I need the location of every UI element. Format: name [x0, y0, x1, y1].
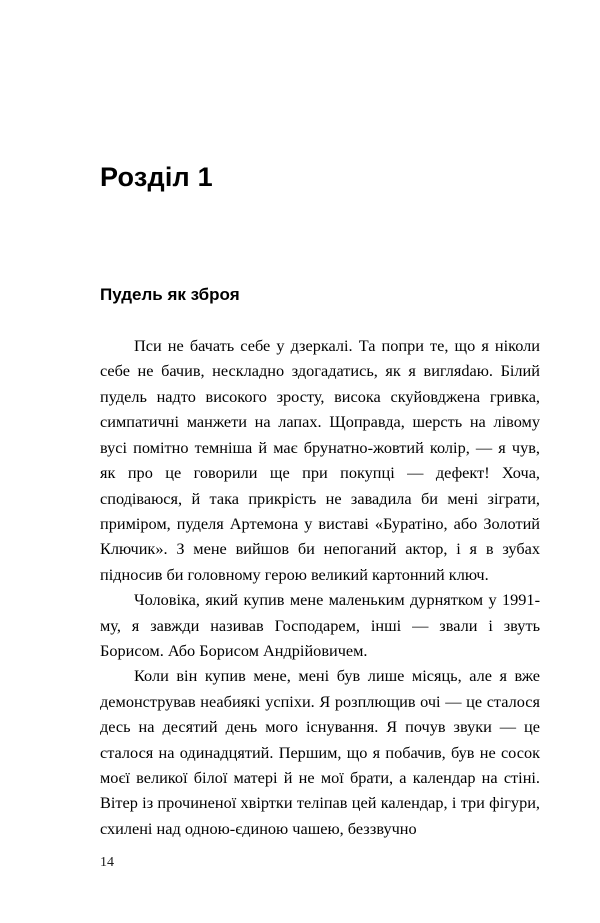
- body-text: [100, 333, 540, 841]
- paragraph: Пси не бачать себе у дзеркалі. Та попри те, що я ніколи себе не бачив, нескладно здогадатись, як я вигляdаю. Білий пудель надто високого зросту, висока скуйовджена гривка, симпатичні манжети на лапах. Щоправда, шерсть на лівому вусі помітно темніша й має брунатно-жовтий колір, — я чув, як про це говорили ще при покупці — дефект! Хоча, сподіваюся, й така прикрість не завадила би мені зіграти, приміром, пуделя Артемона у виставі «Буратіно, або Золотий Ключик». З мене вийшов би непоганий актор, і я в зубах підносив би головному герою великий картонний ключ.: [100, 336, 540, 584]
- page-number: 14: [100, 855, 114, 870]
- section-title: Пудель як зброя: [100, 284, 240, 304]
- paragraph: Чоловіка, який купив мене маленьким дурнятком у 1991-му, я завжди називав Господарем, інші — звали і звуть Борисом. Або Борисом Андрійовичем.: [100, 590, 540, 660]
- chapter-title: Розділ 1: [100, 162, 213, 192]
- page-content: [100, 0, 540, 841]
- paragraph: Коли він купив мене, мені був лише місяць, але я вже демонстрував неабиякі успіхи. Я розплющив очі — це сталося десь на десятий день мого існування. Я почув звуки — це сталося на одинадцятий. Першим, що я побачив, був не сосок моєї великої білої матері й не мої брати, а календар на стіні. Вітер із прочиненої хвіртки теліпав цей календар, і три фігури, схилені над одною-єдиною чашею, беззвучно: [100, 666, 540, 838]
